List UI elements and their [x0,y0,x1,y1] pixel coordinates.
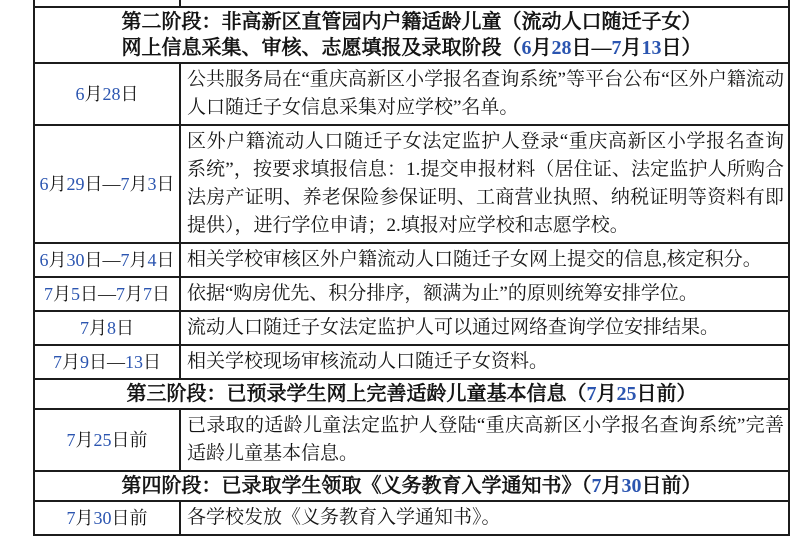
date-cell: 7 月 30 日前 [66,508,148,528]
blue-digit: 7 [120,174,130,194]
content-cell: 区外户籍流动人口随迁子女法定监护人登录“重庆高新区小学报名查询系统”，按要求填报信息：1.提交申报材料（居住证、法定监护人所购合法房产证明、养老保险参保证明、工商营业执照、纳税证明等资料有即提供），进行学位申请；2.填报对应学校和志愿学校。 [179,126,788,242]
blue-digit: 29 [66,174,85,194]
table-row [35,344,788,378]
blue-digit: 30 [93,508,112,528]
blue-digit: 7 [120,250,130,270]
phase-header-text: 第二阶段：非高新区直管园内户籍适龄儿童（流动人口随迁子女） [121,11,702,33]
blue-digit: 7 [44,284,53,304]
date-cell: 7 月 9 日— 13 日 [53,352,161,372]
blue-digit: 4 [147,250,157,270]
blue-digit: 7 [116,284,125,304]
blue-digit: 25 [93,430,112,450]
blue-digit: 6 [521,37,532,59]
blue-digit: 6 [75,84,85,104]
date-cell: 7 月 8 日 [80,318,134,338]
table-row [35,500,788,534]
blue-digit: 30 [621,475,642,497]
date-cell: 6 月 29 日— 7 月 3 日 [39,174,175,194]
content-cell [179,0,788,6]
phase-header-row [35,6,788,62]
table-row [35,276,788,310]
table-row [35,242,788,276]
content-cell: 已录取的适龄儿童法定监护人登陆“重庆高新区小学报名查询系统”完善适龄儿童基本信息。 [179,410,788,470]
blue-digit: 3 [147,174,157,194]
blue-digit: 5 [71,284,80,304]
partial-top-row [35,0,788,6]
table-row [35,62,788,124]
blue-digit: 13 [641,37,662,59]
blue-digit: 7 [80,318,89,338]
content-cell: 公共服务局在“重庆高新区小学报名查询系统”等平台公布“区外户籍流动人口随迁子女信息采集对应学校”名单。 [179,64,788,124]
date-cell: 7 月 5 日— 7 月 7 日 [44,284,170,304]
blue-digit: 25 [616,383,637,405]
content-cell: 流动人口随迁子女法定监护人可以通过网络查询学位安排结果。 [179,312,788,344]
enrollment-schedule-table [33,0,790,536]
date-cell: 6 月 30 日— 7 月 4 日 [39,250,175,270]
content-cell: 相关学校现场审核流动人口随迁子女资料。 [179,346,788,378]
blue-digit: 8 [107,318,116,338]
table-row [35,124,788,242]
blue-digit: 13 [125,352,143,372]
blue-digit: 28 [551,37,572,59]
blue-digit: 7 [53,352,62,372]
table-row [35,408,788,470]
phase-header-row [35,378,788,408]
date-cell: 7 月 25 日前 [66,430,148,450]
blue-digit: 7 [66,508,76,528]
blue-digit: 30 [66,250,85,270]
blue-digit: 7 [591,475,602,497]
blue-digit: 28 [102,84,121,104]
blue-digit: 9 [80,352,89,372]
blue-digit: 6 [39,174,49,194]
date-cell: 6 月 28 日 [75,84,139,104]
blue-digit: 7 [66,430,76,450]
content-cell: 相关学校审核区外户籍流动人口随迁子女网上提交的信息,核定积分。 [179,244,788,276]
blue-digit: 7 [611,37,622,59]
phase-header-text: 第四阶段：已录取学生领取《义务教育入学通知书》（7月30日前） [121,475,702,497]
blue-digit: 6 [39,250,49,270]
phase-header-text: 第三阶段：已预录学生网上完善适龄儿童基本信息（7月25日前） [126,383,697,405]
content-cell: 各学校发放《义务教育入学通知书》。 [179,502,788,534]
date-cell [35,0,179,6]
blue-digit: 7 [586,383,597,405]
phase-header-row [35,470,788,500]
table-row [35,310,788,344]
phase-header-text: 网上信息采集、审核、志愿填报及录取阶段（6月28日—7月13日） [121,37,702,59]
content-cell: 依据“购房优先、积分排序，额满为止”的原则统筹安排学位。 [179,278,788,310]
blue-digit: 7 [143,284,152,304]
